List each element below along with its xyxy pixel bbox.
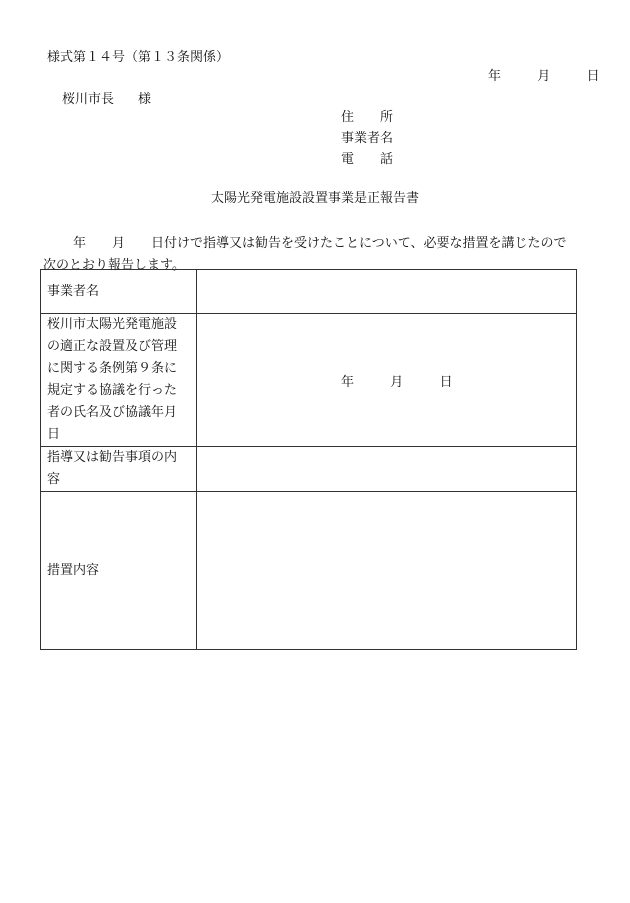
report-table xyxy=(40,269,577,650)
consultation-field[interactable] xyxy=(197,314,577,447)
measures-label: 措置内容 xyxy=(41,492,197,650)
table-row-consultation xyxy=(41,314,577,447)
addressee xyxy=(62,93,151,106)
body-text-line-1: 年 月 日付けで指導又は勧告を受けたことについて、必要な措置を講じたので xyxy=(73,236,567,251)
consultation-month-label: 月 xyxy=(390,374,404,390)
body-text-line-2: 次のとおり報告します。 xyxy=(43,258,185,273)
addressee-honorific: 様 xyxy=(138,92,152,107)
guidance-field[interactable] xyxy=(197,447,577,492)
measures-field[interactable] xyxy=(197,492,577,650)
sender-address-label: 住 所 xyxy=(341,110,394,125)
consultation-label: 桜川市太陽光発電施設 の適正な設置及び管理 に関する条例第９条に 規定する協議を行った 者の氏名及び協議年月 日 xyxy=(41,314,197,447)
addressee-name: 桜川市長 xyxy=(62,92,115,107)
business-name-label: 事業者名 xyxy=(41,270,197,314)
guidance-label: 指導又は勧告事項の内 容 xyxy=(41,447,197,492)
date-month-label: 月 xyxy=(537,69,551,84)
consultation-year-label: 年 xyxy=(341,374,355,390)
table-row-business-name xyxy=(41,270,577,314)
date-day-label: 日 xyxy=(586,69,600,84)
document-title: 太陽光発電施設設置事業是正報告書 xyxy=(210,191,419,206)
table-row-guidance xyxy=(41,447,577,492)
table-row-measures xyxy=(41,492,577,650)
business-name-field[interactable] xyxy=(197,270,577,314)
form-number: 様式第１４号（第１３条関係） xyxy=(47,50,230,65)
sender-phone-label: 電 話 xyxy=(341,152,394,167)
report-date xyxy=(488,70,600,83)
consultation-day-label: 日 xyxy=(439,374,453,390)
date-year-label: 年 xyxy=(488,69,502,84)
sender-name-label: 事業者名 xyxy=(341,131,394,146)
